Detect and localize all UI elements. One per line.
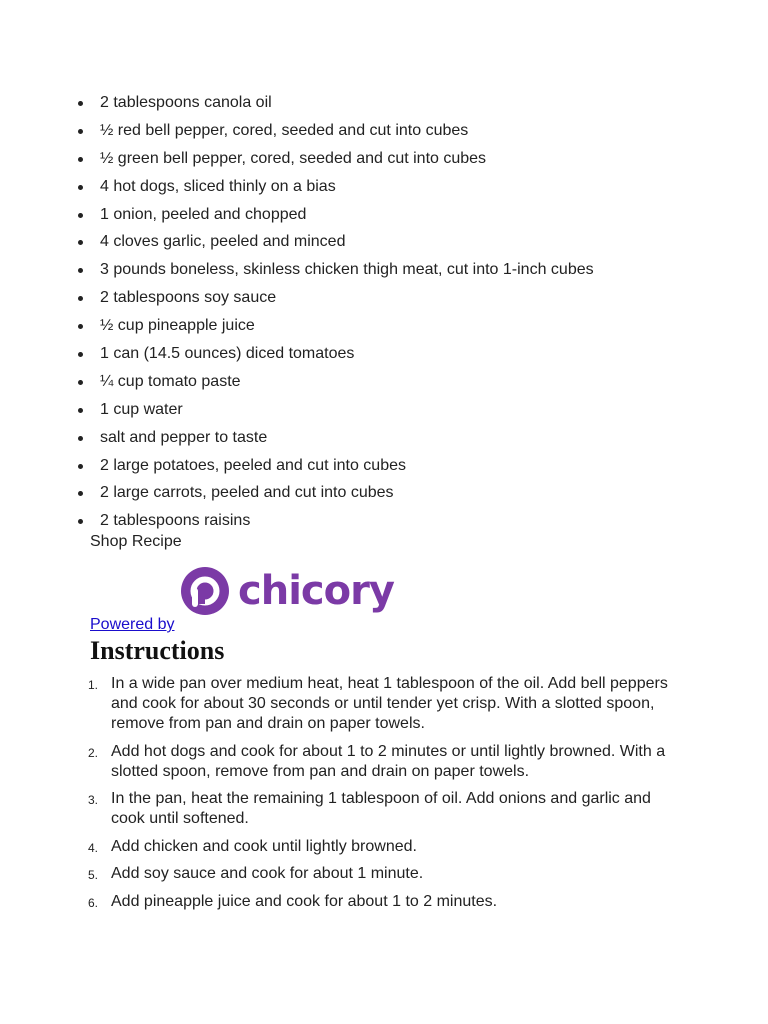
ingredient-item: 4 cloves garlic, peeled and minced	[100, 231, 594, 259]
step-number: 2.	[88, 745, 99, 760]
shop-recipe-label: Shop Recipe	[90, 533, 182, 550]
ingredient-item: 4 hot dogs, sliced thinly on a bias	[100, 176, 594, 204]
instruction-step	[88, 892, 671, 912]
instruction-step	[88, 789, 671, 829]
instruction-step	[88, 674, 671, 734]
chicory-logo-text: chicory	[238, 568, 394, 614]
step-text: Add chicken and cook until lightly browned.	[111, 837, 417, 855]
ingredient-item: 2 large potatoes, peeled and cut into cubes	[100, 455, 594, 483]
ingredient-item: ½ green bell pepper, cored, seeded and cut into cubes	[100, 148, 594, 176]
step-number: 6.	[88, 895, 99, 910]
instruction-step	[88, 742, 671, 782]
ingredient-item: 2 tablespoons canola oil	[100, 92, 594, 120]
step-number: 5.	[88, 868, 99, 882]
chicory-logo[interactable]	[180, 565, 394, 617]
instruction-step	[88, 837, 671, 857]
step-text: In a wide pan over medium heat, heat 1 tablespoon of the oil. Add bell peppers and cook for about 30 seconds or until tender yet crisp. With a slotted spoon, remove from pan and drain on paper towels.	[111, 675, 668, 732]
instructions-list	[88, 674, 671, 919]
step-text: In the pan, heat the remaining 1 tablespoon of oil. Add onions and garlic and cook until softened.	[111, 790, 651, 827]
ingredient-item: 3 pounds boneless, skinless chicken thigh meat, cut into 1-inch cubes	[100, 259, 594, 287]
ingredient-item: ½ cup pineapple juice	[100, 315, 594, 343]
ingredient-item: 1 cup water	[100, 399, 594, 427]
step-text: Add hot dogs and cook for about 1 to 2 minutes or until lightly browned. With a slotted spoon, remove from pan and drain on paper towels.	[111, 742, 666, 780]
ingredient-item: ½ red bell pepper, cored, seeded and cut into cubes	[100, 120, 594, 148]
ingredient-item: 1 can (14.5 ounces) diced tomatoes	[100, 343, 594, 371]
step-text: Add pineapple juice and cook for about 1 to 2 minutes.	[111, 892, 498, 910]
ingredient-item: 2 large carrots, peeled and cut into cubes	[100, 482, 594, 510]
ingredient-item: 1 onion, peeled and chopped	[100, 204, 594, 232]
instruction-step	[88, 864, 671, 884]
powered-by-link[interactable]: Powered by	[90, 616, 175, 633]
ingredient-item: ¼ cup tomato paste	[100, 371, 594, 399]
step-number: 3.	[88, 793, 99, 807]
chicory-logo-icon	[180, 566, 230, 616]
ingredient-item: 2 tablespoons raisins	[100, 510, 594, 538]
step-number: 1.	[88, 678, 99, 692]
instructions-heading: Instructions	[90, 636, 225, 665]
step-number: 4.	[88, 840, 99, 855]
ingredients-list	[100, 92, 594, 538]
step-text: Add soy sauce and cook for about 1 minute.	[111, 865, 424, 882]
ingredient-item: 2 tablespoons soy sauce	[100, 287, 594, 315]
ingredient-item: salt and pepper to taste	[100, 427, 594, 455]
